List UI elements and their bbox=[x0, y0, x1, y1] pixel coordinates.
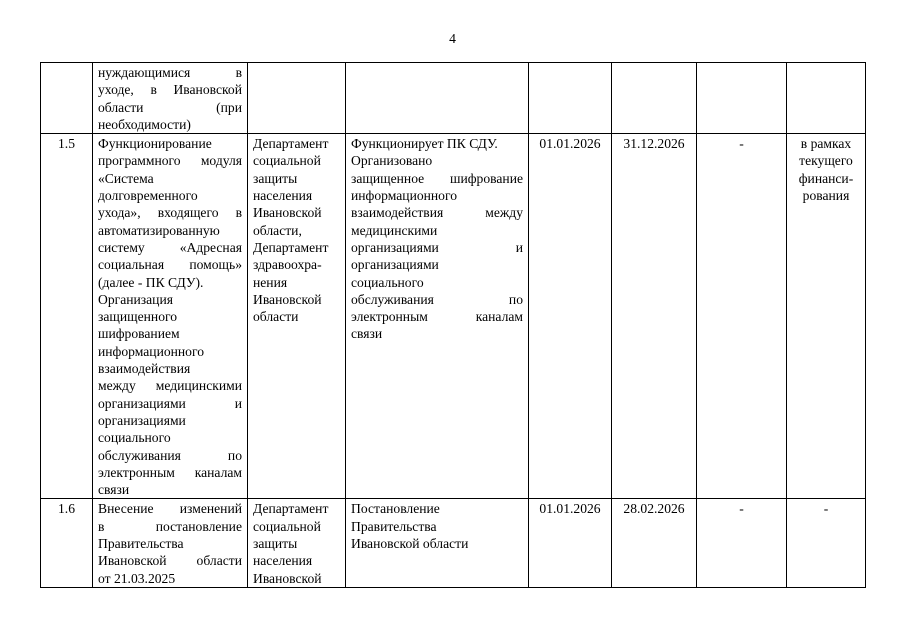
table-row bbox=[41, 134, 866, 499]
cell-line: - bbox=[739, 136, 744, 152]
cell-start-date bbox=[529, 63, 612, 134]
cell-end-date bbox=[612, 63, 697, 134]
cell-line: Ивановской bbox=[253, 291, 322, 307]
cell-line: Департамент bbox=[253, 136, 329, 152]
cell-line: области, bbox=[253, 222, 302, 238]
cell-line: нения bbox=[253, 274, 288, 290]
cell-line bbox=[792, 64, 860, 81]
cell-line: Ивановской bbox=[253, 570, 322, 586]
cell-responsible bbox=[248, 63, 346, 134]
cell-line: Функционирование bbox=[98, 136, 212, 152]
cell-line: здравоохра- bbox=[253, 257, 322, 273]
cell-line: шифрованием bbox=[98, 326, 180, 342]
cell-line: обслуживания по bbox=[351, 291, 523, 307]
cell-line bbox=[253, 64, 340, 81]
cell-line: Ивановской bbox=[253, 205, 322, 221]
cell-line: «Система bbox=[98, 170, 154, 186]
cell-line: между медицинскими bbox=[98, 378, 242, 394]
cell-line bbox=[617, 64, 691, 81]
cell-line: Постановление bbox=[351, 501, 440, 517]
cell-line: информационного bbox=[98, 343, 205, 359]
cell-line bbox=[702, 64, 781, 81]
cell-financing bbox=[787, 499, 866, 587]
cell-line: электронным каналам bbox=[351, 309, 523, 325]
cell-line: Функционирует ПК СДУ. bbox=[351, 136, 498, 152]
cell-line: Ивановской области bbox=[98, 553, 242, 569]
cell-line: социального bbox=[351, 274, 424, 290]
cell-line: уходе, в Ивановской bbox=[98, 82, 242, 98]
cell-line: Ивановской области bbox=[351, 536, 469, 552]
cell-line: области bbox=[253, 309, 299, 325]
cell-line bbox=[534, 64, 606, 81]
cell-line: связи bbox=[351, 326, 383, 342]
cell-responsible bbox=[248, 499, 346, 587]
cell-line: в рамках bbox=[800, 136, 852, 152]
cell-line: социальная помощь» bbox=[98, 257, 242, 273]
cell-number bbox=[41, 499, 93, 587]
cell-line: связи bbox=[98, 482, 130, 498]
cell-line: социальной bbox=[253, 518, 321, 534]
cell-line: рования bbox=[802, 188, 850, 204]
cell-line: (далее - ПК СДУ). bbox=[98, 274, 204, 290]
table-row bbox=[41, 499, 866, 587]
cell-line: долговременного bbox=[98, 188, 198, 204]
cell-line: защиты bbox=[253, 170, 298, 186]
cell-line: Внесение изменений bbox=[98, 501, 242, 517]
cell-financing bbox=[787, 63, 866, 134]
cell-end-date bbox=[612, 499, 697, 587]
cell-indicator bbox=[697, 134, 787, 499]
cell-line: нуждающимися в bbox=[98, 65, 242, 80]
cell-end-date bbox=[612, 134, 697, 499]
cell-line: автоматизированную bbox=[98, 222, 220, 238]
page-number: 4 bbox=[449, 31, 456, 46]
cell-line: Департамент bbox=[253, 501, 329, 517]
cell-line: 1.5 bbox=[58, 136, 75, 152]
cell-line: ухода», входящего в bbox=[98, 205, 242, 221]
cell-line: Департамент bbox=[253, 239, 329, 255]
cell-indicator bbox=[697, 499, 787, 587]
cell-line: программного модуля bbox=[98, 153, 242, 169]
cell-line: 31.12.2026 bbox=[623, 136, 685, 152]
cell-activity bbox=[93, 499, 248, 587]
cell-result bbox=[346, 134, 529, 499]
cell-line: организациями и bbox=[351, 239, 523, 255]
cell-line: Организовано bbox=[351, 153, 433, 169]
cell-line bbox=[351, 64, 523, 81]
cell-line: 1.6 bbox=[58, 501, 75, 517]
cell-line: - bbox=[823, 501, 829, 517]
cell-line: Правительства bbox=[351, 518, 437, 534]
cell-line bbox=[46, 64, 87, 81]
cell-line: социальной bbox=[253, 153, 321, 169]
cell-line: населения bbox=[253, 188, 313, 204]
cell-line: организациями bbox=[351, 257, 439, 273]
cell-line: медицинскими bbox=[351, 222, 438, 238]
cell-line: в постановление bbox=[98, 518, 242, 534]
cell-line: от 21.03.2025 bbox=[98, 570, 176, 586]
cell-financing bbox=[787, 134, 866, 499]
cell-indicator bbox=[697, 63, 787, 134]
cell-line: обслуживания по bbox=[98, 447, 242, 463]
cell-line: необходимости) bbox=[98, 116, 191, 132]
cell-line: финанси- bbox=[798, 170, 854, 186]
cell-line: организациями bbox=[98, 412, 186, 428]
cell-result bbox=[346, 63, 529, 134]
cell-line: организациями и bbox=[98, 395, 242, 411]
cell-number bbox=[41, 63, 93, 134]
cell-line: текущего bbox=[799, 153, 853, 169]
cell-line: 28.02.2026 bbox=[623, 501, 685, 517]
cell-line: защищенного bbox=[98, 309, 178, 325]
cell-responsible bbox=[248, 134, 346, 499]
cell-line: Правительства bbox=[98, 536, 184, 552]
cell-line: населения bbox=[253, 553, 313, 569]
table-row bbox=[41, 63, 866, 134]
cell-line: области (при bbox=[98, 99, 242, 115]
cell-line: социального bbox=[98, 430, 171, 446]
cell-line: защищенное шифрование bbox=[351, 170, 523, 186]
cell-line: систему «Адресная bbox=[98, 239, 242, 255]
cell-number bbox=[41, 134, 93, 499]
cell-start-date bbox=[529, 499, 612, 587]
cell-line: 01.01.2026 bbox=[539, 501, 601, 517]
cell-start-date bbox=[529, 134, 612, 499]
cell-activity bbox=[93, 134, 248, 499]
cell-line: взаимодействия между bbox=[351, 205, 523, 221]
cell-activity bbox=[93, 63, 248, 134]
cell-line: информационного bbox=[351, 188, 458, 204]
plan-table bbox=[40, 62, 866, 588]
cell-line: - bbox=[739, 501, 744, 517]
cell-line: 01.01.2026 bbox=[539, 136, 601, 152]
cell-line: электронным каналам bbox=[98, 464, 242, 480]
cell-result bbox=[346, 499, 529, 587]
cell-line: защиты bbox=[253, 536, 298, 552]
cell-line: Организация bbox=[98, 291, 173, 307]
cell-line: взаимодействия bbox=[98, 361, 191, 377]
